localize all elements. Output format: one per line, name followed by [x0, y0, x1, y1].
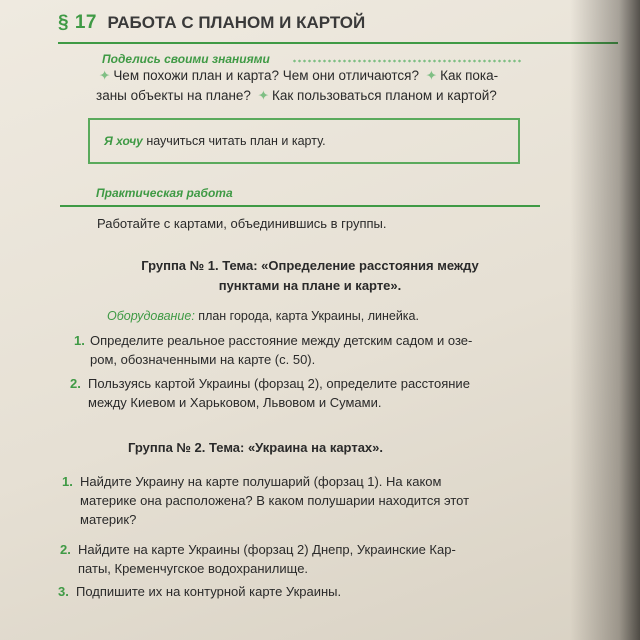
- task-line: Найдите на карте Украины (форзац 2) Днепр, Украинские Кар-: [78, 542, 456, 557]
- task-line: Пользуясь картой Украины (форзац 2), определите расстояние: [88, 376, 470, 391]
- i-want-box: [88, 118, 520, 164]
- group2-title: Группа № 2. Тема: «Украина на картах».: [128, 440, 383, 455]
- task-number: 1.: [62, 474, 73, 489]
- group1-equipment: [107, 309, 419, 323]
- group2-task-2: [60, 540, 538, 578]
- question-2a: Как пока-: [440, 68, 499, 83]
- group1-task-2: [70, 374, 528, 412]
- task-number: 2.: [70, 376, 81, 391]
- equipment-label: Оборудование:: [107, 309, 195, 323]
- equipment-text: план города, карта Украины, линейка.: [198, 309, 419, 323]
- question-1: Чем похожи план и карта? Чем они отличаются?: [113, 68, 419, 83]
- group2-task-3: [58, 582, 536, 601]
- practical-work-heading: Практическая работа: [96, 186, 233, 200]
- task-line: ром, обозначенными на карте (с. 50).: [90, 352, 316, 367]
- share-questions: [96, 66, 526, 106]
- task-line: материк?: [80, 512, 137, 527]
- i-want-text: научиться читать план и карту.: [146, 134, 326, 148]
- practical-divider: [60, 205, 540, 207]
- group1-title-line2: пунктами на плане и карте».: [218, 278, 402, 293]
- practical-intro: Работайте с картами, объединившись в группы.: [97, 216, 387, 231]
- i-want-line: [104, 134, 326, 148]
- i-want-label: Я хочу: [104, 134, 143, 148]
- task-line: паты, Кременчугское водохранилище.: [78, 561, 309, 576]
- section-title: РАБОТА С ПЛАНОМ И КАРТОЙ: [107, 13, 366, 32]
- question-3: Как пользоваться планом и картой?: [272, 88, 497, 103]
- task-line: Найдите Украину на карте полушарий (форзац 1). На каком: [80, 474, 442, 489]
- group1-task-1: [74, 331, 530, 369]
- task-line: между Киевом и Харьковом, Львовом и Сумами.: [88, 395, 382, 410]
- task-line: Подпишите их на контурной карте Украины.: [76, 584, 342, 599]
- task-number: 1.: [74, 333, 85, 348]
- task-number: 3.: [58, 584, 69, 599]
- section-header: [58, 12, 618, 34]
- group1-title: [100, 256, 520, 296]
- section-number: § 17: [58, 12, 97, 33]
- star-bullet-icon: ✦: [425, 68, 438, 83]
- dotted-rule: [292, 59, 522, 63]
- group1-title-line1: Группа № 1. Тема: «Определение расстояния между: [141, 258, 479, 273]
- group2-task-1: [62, 472, 530, 529]
- question-2b: заны объекты на плане?: [96, 88, 251, 103]
- task-line: Определите реальное расстояние между детским садом и озе-: [90, 333, 473, 348]
- star-bullet-icon: ✦: [257, 88, 269, 103]
- share-knowledge-heading: Поделись своими знаниями: [102, 52, 270, 66]
- page-edge-shadow: [570, 0, 640, 640]
- header-divider: [58, 42, 618, 44]
- task-line: материке она расположена? В каком полушарии находится этот: [80, 493, 470, 508]
- task-number: 2.: [60, 542, 71, 557]
- star-bullet-icon: ✦: [99, 68, 111, 83]
